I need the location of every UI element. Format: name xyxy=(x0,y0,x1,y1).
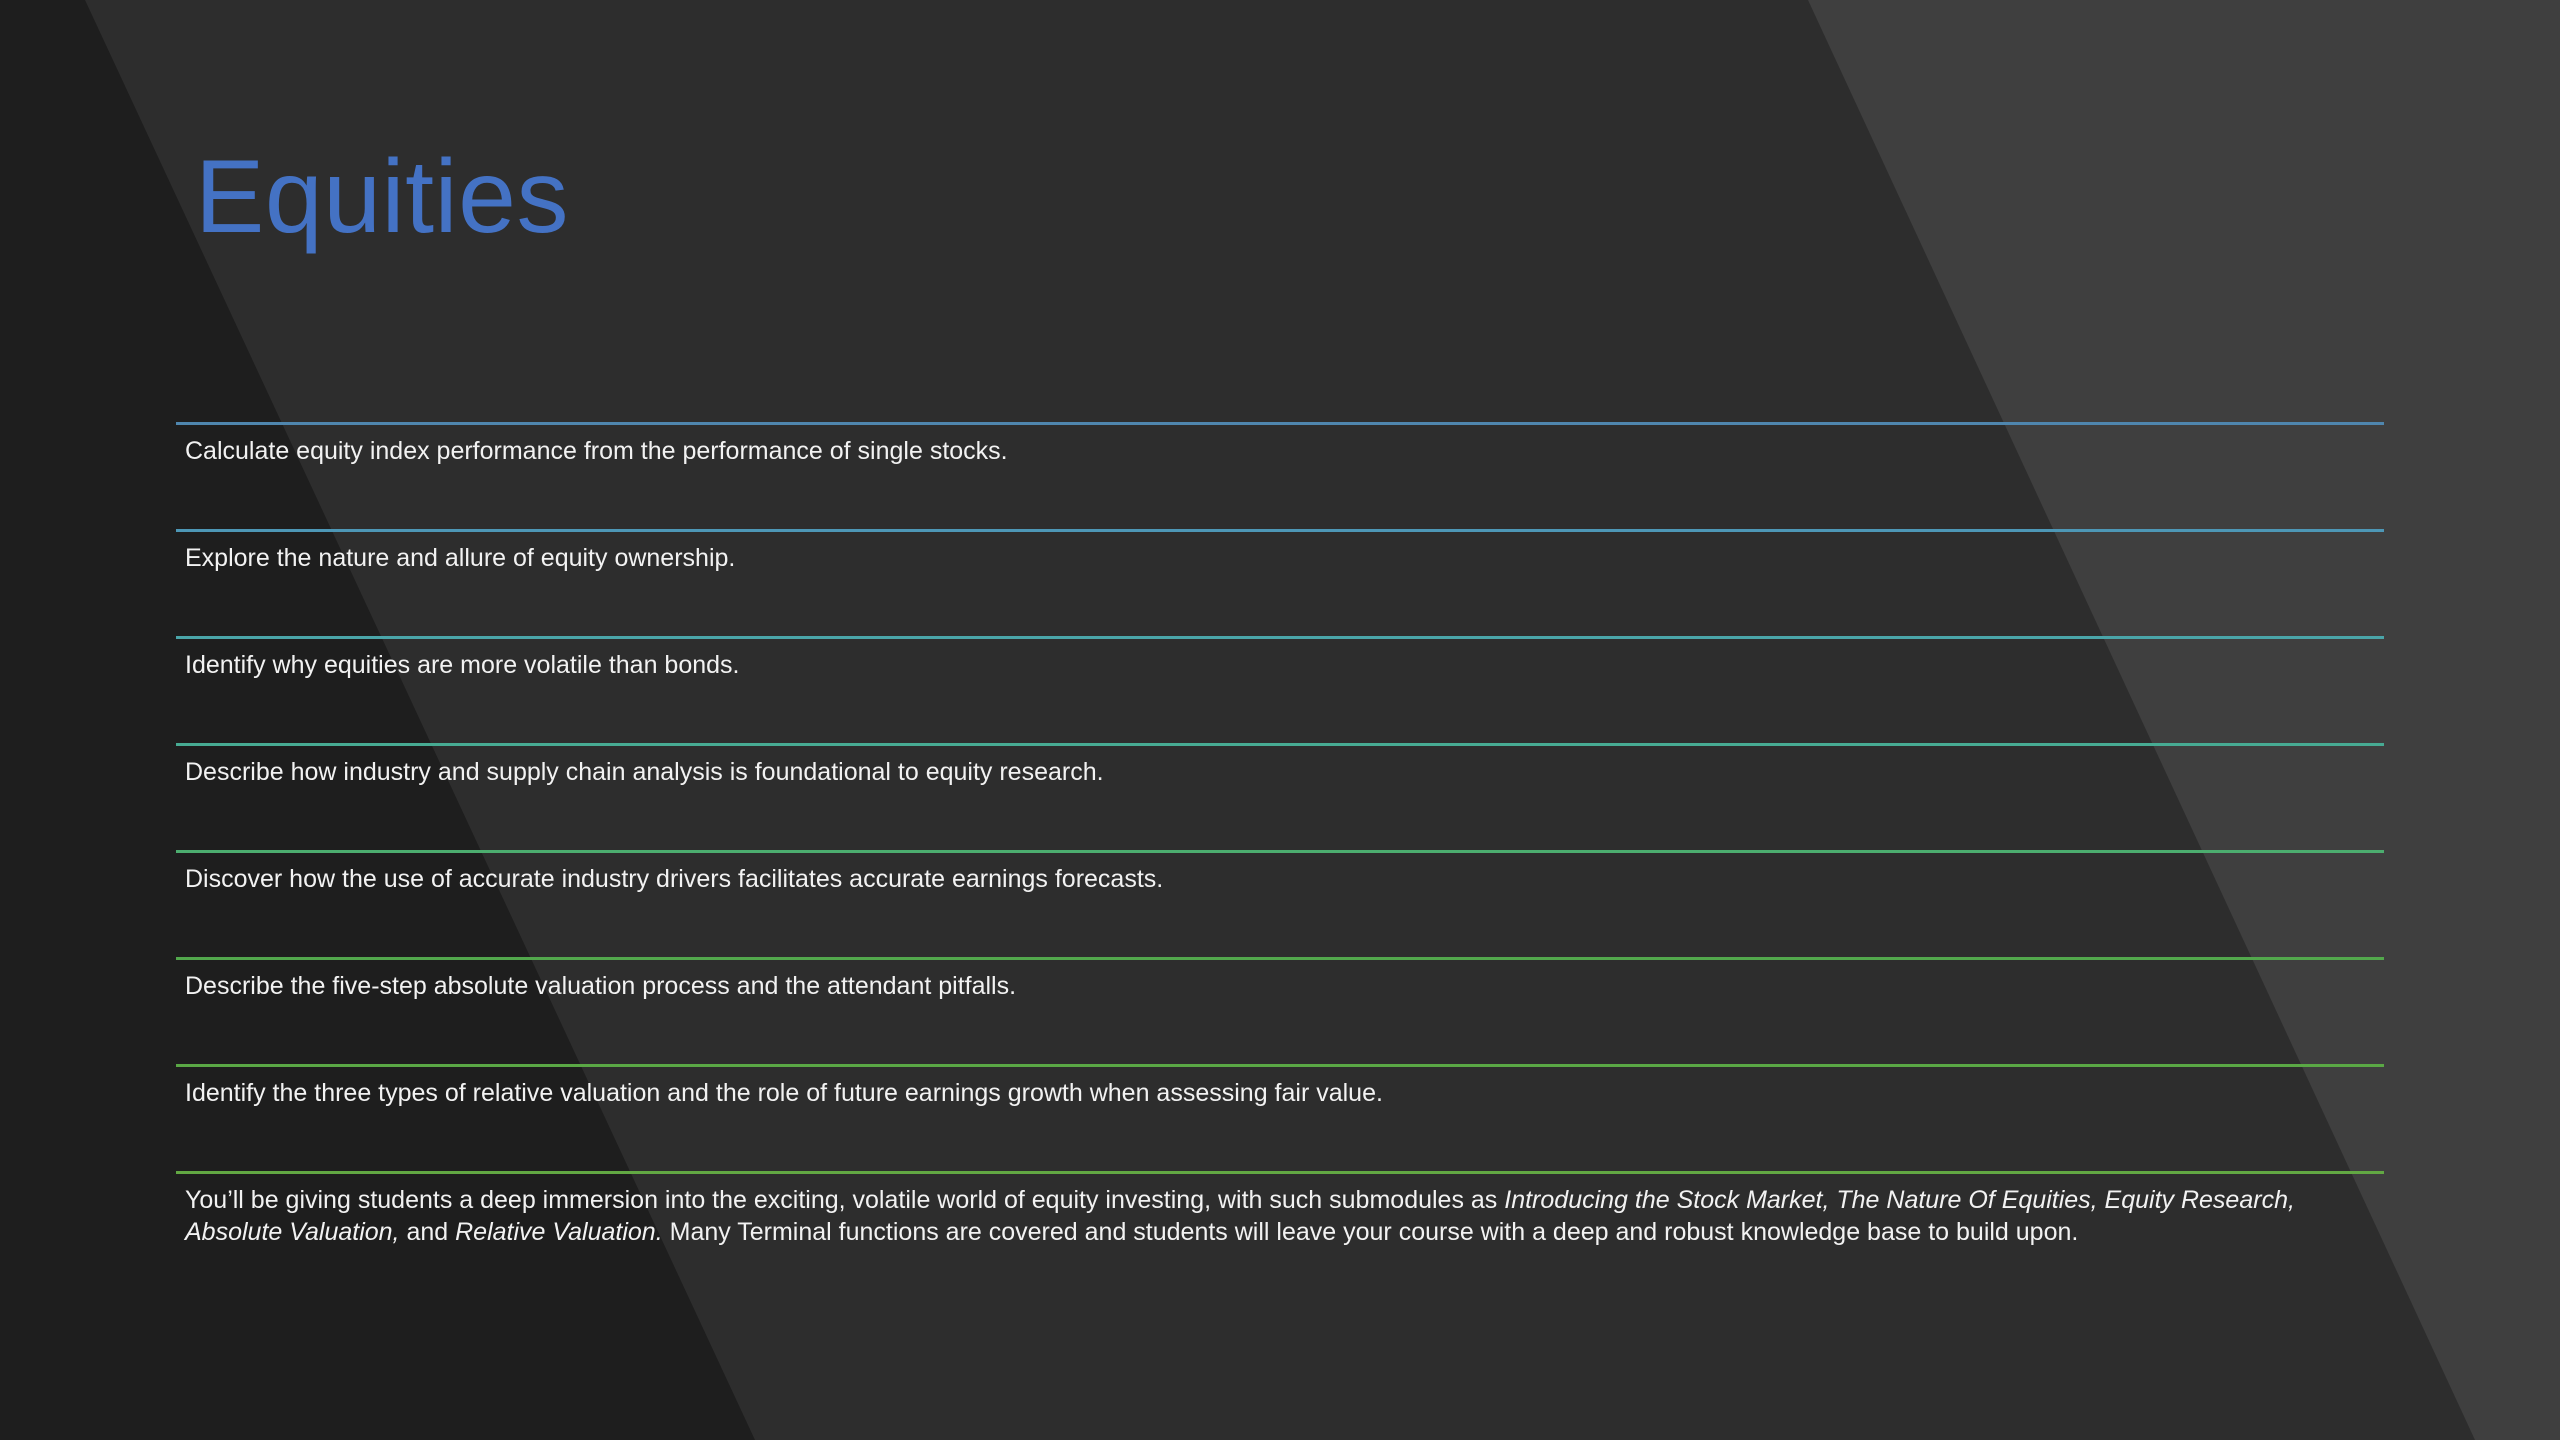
objective-text: Identify why equities are more volatile than bonds. xyxy=(185,651,740,679)
summary-paragraph xyxy=(176,1171,2384,1291)
objective-text: Calculate equity index performance from the performance of single stocks. xyxy=(185,437,1008,465)
slide-title: Equities xyxy=(195,139,569,255)
objective-item-4 xyxy=(176,743,2384,850)
objective-item-7 xyxy=(176,1064,2384,1171)
objective-text: Describe how industry and supply chain analysis is foundational to equity research. xyxy=(185,758,1104,786)
objective-text: Explore the nature and allure of equity ownership. xyxy=(185,544,736,572)
objectives-list xyxy=(176,422,2384,1291)
objective-text: Identify the three types of relative valuation and the role of future earnings growth when assessing fair value. xyxy=(185,1079,1383,1107)
objective-item-2 xyxy=(176,529,2384,636)
objective-item-1 xyxy=(176,422,2384,529)
summary-text-2: and xyxy=(399,1218,456,1246)
objective-item-3 xyxy=(176,636,2384,743)
summary-text-1: You’ll be giving students a deep immersion into the exciting, volatile world of equity investing, with such submodules as xyxy=(185,1186,1505,1214)
objective-item-6 xyxy=(176,957,2384,1064)
objective-text: Discover how the use of accurate industry drivers facilitates accurate earnings forecasts. xyxy=(185,865,1164,893)
summary-text-3: Many Terminal functions are covered and students will leave your course with a deep and robust knowledge base to build upon. xyxy=(662,1218,2079,1246)
objective-item-5 xyxy=(176,850,2384,957)
objective-text: Describe the five-step absolute valuation process and the attendant pitfalls. xyxy=(185,972,1017,1000)
summary-submodules-italic-1: Introducing the Stock Market, The Nature Of Equities, Equity Research, Absolute Valuation, xyxy=(185,1186,2295,1246)
summary-submodules-italic-2: Relative Valuation. xyxy=(455,1218,663,1246)
